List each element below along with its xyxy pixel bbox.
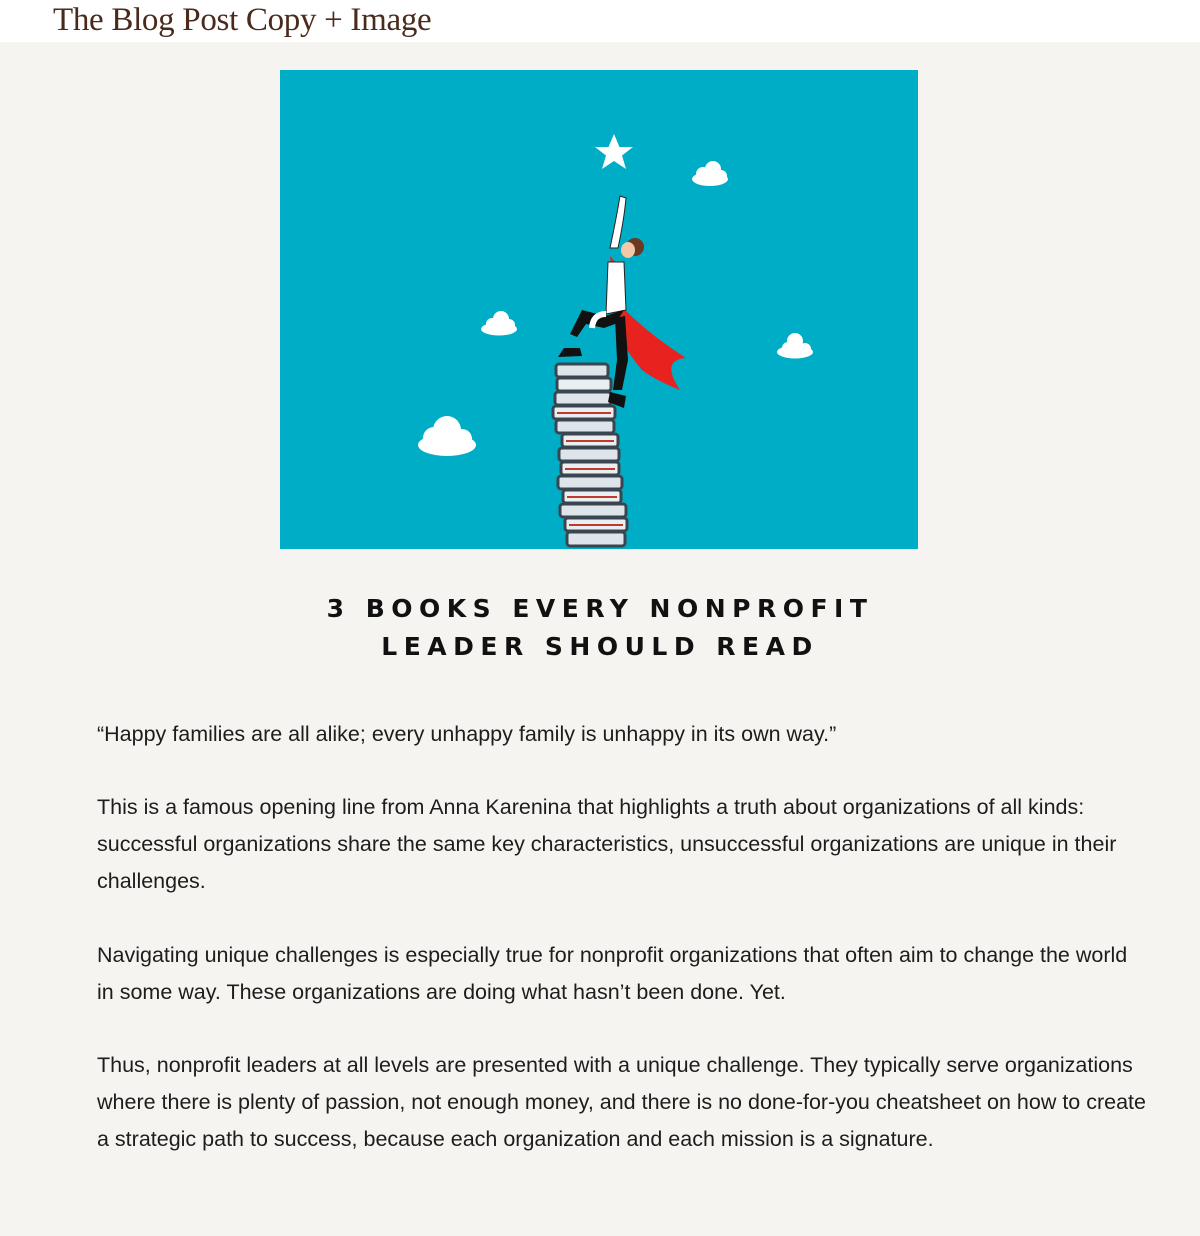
cloud-icon: [777, 333, 813, 359]
body-paragraph: Navigating unique challenges is especially true for nonprofit organizations that often aim to change the world in some way. These organizations are doing what hasn’t been done. Yet.: [97, 943, 1128, 1004]
cloud-icon: [418, 416, 476, 456]
star-icon: [595, 134, 633, 169]
body-paragraph: This is a famous opening line from Anna Karenina that highlights a truth about organizations of all kinds: successful organizations share the same key characteristics, unsuccessful organizations are unique in their challenges.: [97, 795, 1117, 893]
hero-illustration: [280, 70, 918, 549]
post-heading-line-1: 3 BOOKS EVERY NONPROFIT: [326, 594, 874, 623]
body-paragraph: Thus, nonprofit leaders at all levels are presented with a unique challenge. They typically serve organizations where there is plenty of passion, not enough money, and there is no done-for-you cheatsheet on how to create a strategic path to success, because each organization and each mission is a signature.: [97, 1053, 1146, 1151]
page-header: [0, 0, 1200, 42]
hero-image: [280, 70, 918, 549]
book-stack: [553, 364, 627, 546]
post-heading: [200, 590, 1000, 666]
quote-paragraph: “Happy families are all alike; every unhappy family is unhappy in its own way.”: [97, 722, 837, 746]
post-heading-line-2: LEADER SHOULD READ: [381, 632, 819, 661]
cloud-icon: [481, 311, 517, 336]
page-title: The Blog Post Copy + Image: [53, 2, 432, 38]
cloud-icon: [692, 161, 728, 186]
